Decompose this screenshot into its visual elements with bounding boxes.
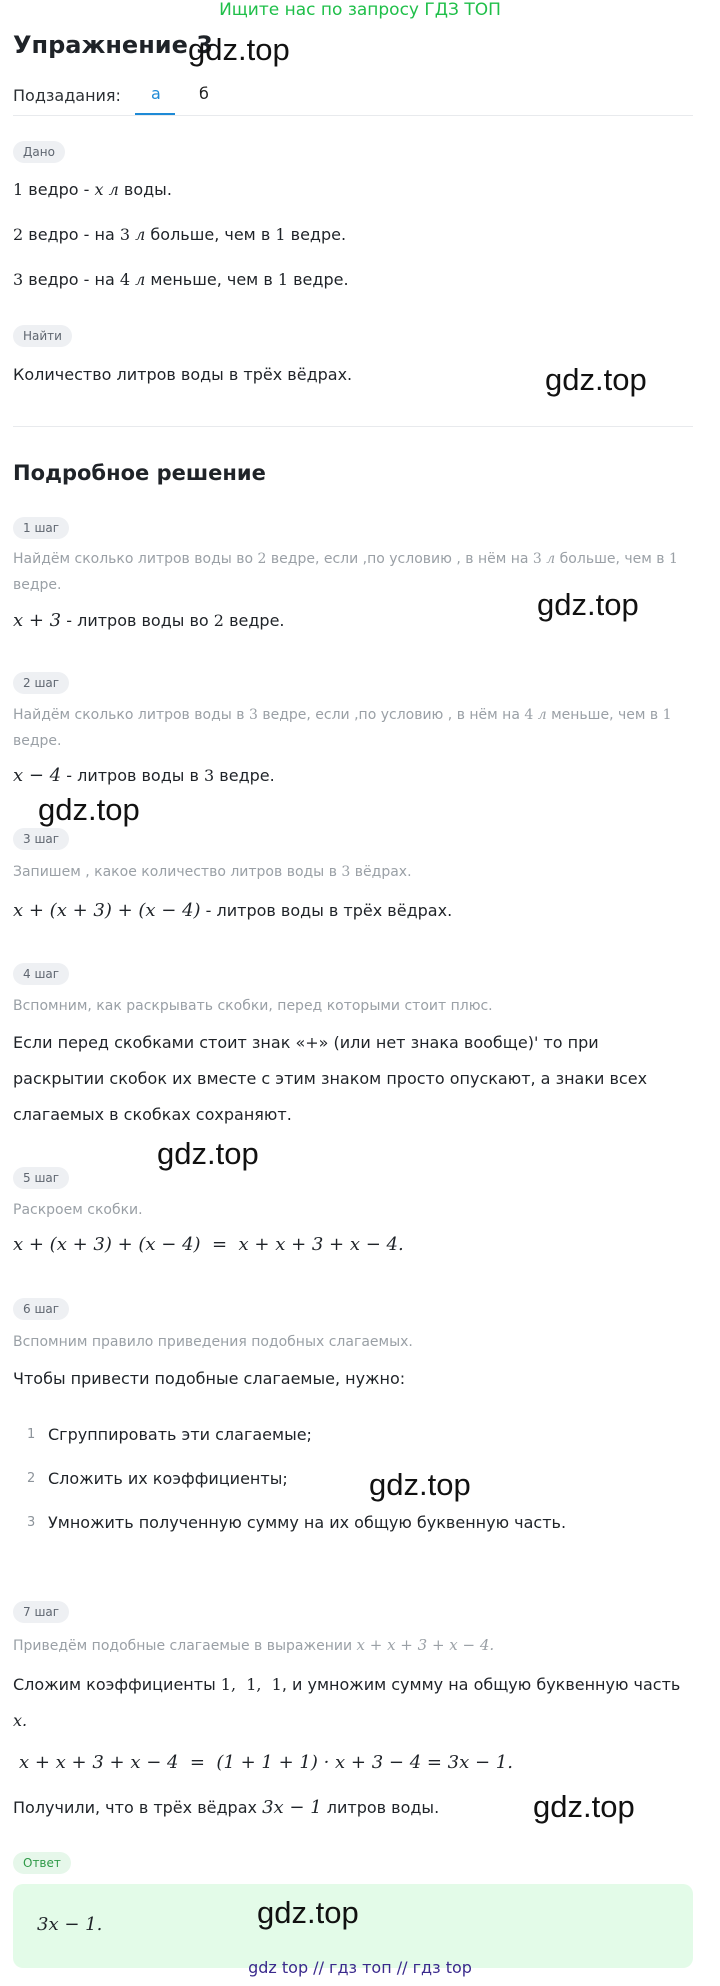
unit: л (130, 225, 146, 244)
list-item: Сгруппировать эти слагаемые; (48, 1425, 312, 1444)
text: - литров воды в (61, 766, 205, 785)
text: ведре. (288, 270, 349, 289)
step-6-intro: Чтобы привести подобные слагаемые, нужно: (13, 1369, 406, 1388)
divider (13, 115, 693, 116)
math-expression: x + x + 3 + x − 4. (356, 1636, 495, 1654)
step-4-body (13, 1025, 693, 1133)
text: ведро - на (23, 270, 120, 289)
tab-subtask-a[interactable]: а (151, 84, 161, 103)
text: меньше, чем в (546, 707, 663, 723)
text: Приведём подобные слагаемые в выражении (13, 1638, 357, 1654)
watermark: gdz.top (38, 792, 140, 827)
step-2-result (13, 765, 275, 786)
given-line-2 (13, 225, 346, 244)
step-3-chip: 3 шаг (13, 828, 69, 850)
watermark: gdz.top (533, 1789, 635, 1824)
step-5-chip: 5 шаг (13, 1167, 69, 1189)
math-expression: 1, 1, 1 (220, 1675, 282, 1694)
number: 3 (204, 766, 215, 785)
text: ведро - (23, 180, 95, 199)
text: » (или нет знака вообще)' то при (318, 1033, 599, 1052)
text: слагаемых в скобках сохраняют. (13, 1105, 292, 1124)
step-3-hint (13, 859, 693, 885)
number: 2 (13, 225, 24, 244)
watermark: gdz.top (257, 1895, 359, 1930)
text: ведре. (223, 611, 285, 630)
math-var: x. (13, 1711, 28, 1730)
number: 3 (119, 225, 131, 244)
number: 3 (532, 551, 542, 567)
math-expression: 3x − 1 (262, 1797, 322, 1818)
number: 3 (341, 864, 351, 880)
search-banner[interactable]: Ищите нас по запросу ГДЗ ТОП (219, 0, 501, 20)
text: - литров воды в трёх вёдрах. (200, 901, 453, 920)
number: 4 (524, 707, 534, 723)
text: меньше, чем в (145, 270, 278, 289)
number: 1 (662, 707, 672, 723)
step-6-hint: Вспомним правило приведения подобных слагаемых. (13, 1334, 413, 1350)
text: Найдём сколько литров воды в (13, 707, 249, 723)
step-7-hint (13, 1632, 693, 1659)
text: Найдём сколько литров воды во (13, 551, 258, 567)
text: ведре. (13, 733, 62, 749)
text: литров воды. (321, 1798, 440, 1817)
text: ведре. (214, 766, 275, 785)
list-item-number: 1 (27, 1427, 36, 1442)
solution-title: Подробное решение (13, 461, 266, 485)
watermark: gdz.top (369, 1467, 471, 1502)
step-7-result (13, 1797, 439, 1818)
text: Если перед скобками стоит знак « (13, 1033, 306, 1052)
answer-value: 3x − 1. (37, 1914, 103, 1935)
subtasks-label: Подзадания: (13, 86, 121, 105)
unit: л (130, 270, 146, 289)
text: ведро - на (23, 225, 120, 244)
text: воды. (118, 180, 172, 199)
text: больше, чем в (145, 225, 276, 244)
plus-sign: + (305, 1033, 319, 1052)
text: - литров воды во (61, 611, 214, 630)
number: 1 (277, 270, 289, 289)
find-text: Количество литров воды в трёх вёдрах. (13, 365, 353, 384)
step-5-expression: x + (x + 3) + (x − 4) = x + x + 3 + x − 4. (13, 1234, 404, 1255)
step-7-chip: 7 шаг (13, 1601, 69, 1623)
text: вёдрах. (350, 864, 412, 880)
math-expression: x + 3 (13, 610, 62, 631)
text: Получили, что в трёх вёдрах (13, 1798, 263, 1817)
text: ведре. (285, 225, 347, 244)
text: , и умножим сумму на общую буквенную часть (281, 1675, 681, 1694)
step-6-chip: 6 шаг (13, 1298, 69, 1320)
watermark: gdz.top (537, 587, 639, 622)
find-chip: Найти (13, 325, 72, 347)
tab-subtask-b[interactable]: б (199, 84, 209, 103)
step-5-hint: Раскроем скобки. (13, 1202, 143, 1218)
text: ведре, если ,по условию , в нём на (266, 551, 533, 567)
text: ведре, если ,по условию , в нём на (257, 707, 525, 723)
given-line-1 (13, 180, 172, 199)
step-4-hint: Вспомним, как раскрывать скобки, перед которыми стоит плюс. (13, 998, 493, 1014)
step-2-chip: 2 шаг (13, 672, 69, 694)
page-title: Упражнение 3 (13, 31, 213, 59)
step-7-expression: x + x + 3 + x − 4 = (1 + 1 + 1) · x + 3 − 4 = 3x − 1. (19, 1752, 513, 1773)
number: 4 (119, 270, 131, 289)
list-item-number: 2 (27, 1471, 36, 1486)
number: 3 (13, 270, 24, 289)
unit: л (103, 180, 119, 199)
watermark: gdz.top (545, 362, 647, 397)
list-item: Сложить их коэффициенты; (48, 1469, 288, 1488)
number: 2 (213, 611, 224, 630)
number: 1 (13, 180, 24, 199)
number: 3 (248, 707, 258, 723)
step-7-body (13, 1667, 693, 1739)
given-line-3 (13, 270, 349, 289)
step-2-hint (13, 702, 693, 754)
step-3-result (13, 900, 452, 921)
step-1-result (13, 610, 285, 631)
unit: л (541, 551, 556, 567)
number: 1 (669, 551, 678, 567)
math-var: x (94, 180, 104, 199)
unit: л (533, 707, 547, 723)
watermark: gdz.top (157, 1136, 259, 1171)
list-item: Умножить полученную сумму на их общую буквенную часть. (48, 1513, 567, 1532)
math-expression: x + (x + 3) + (x − 4) (13, 900, 201, 921)
math-expression: x − 4 (13, 765, 62, 786)
step-4-chip: 4 шаг (13, 963, 69, 985)
list-item-number: 3 (27, 1515, 36, 1530)
divider (13, 426, 693, 427)
given-chip: Дано (13, 141, 65, 163)
watermark: gdz.top (188, 32, 290, 67)
text: ведре. (13, 577, 62, 593)
footer-links[interactable]: gdz top // гдз топ // гдз top (248, 1958, 472, 1977)
text: Запишем , какое количество литров воды в (13, 864, 342, 880)
number: 2 (257, 551, 267, 567)
step-1-chip: 1 шаг (13, 517, 69, 539)
text: раскрытии скобок их вместе с этим знаком просто опускают, а знаки всех (13, 1069, 648, 1088)
number: 1 (275, 225, 286, 244)
text: больше, чем в (555, 551, 669, 567)
answer-chip: Ответ (13, 1852, 71, 1874)
text: Сложим коэффициенты (13, 1675, 221, 1694)
